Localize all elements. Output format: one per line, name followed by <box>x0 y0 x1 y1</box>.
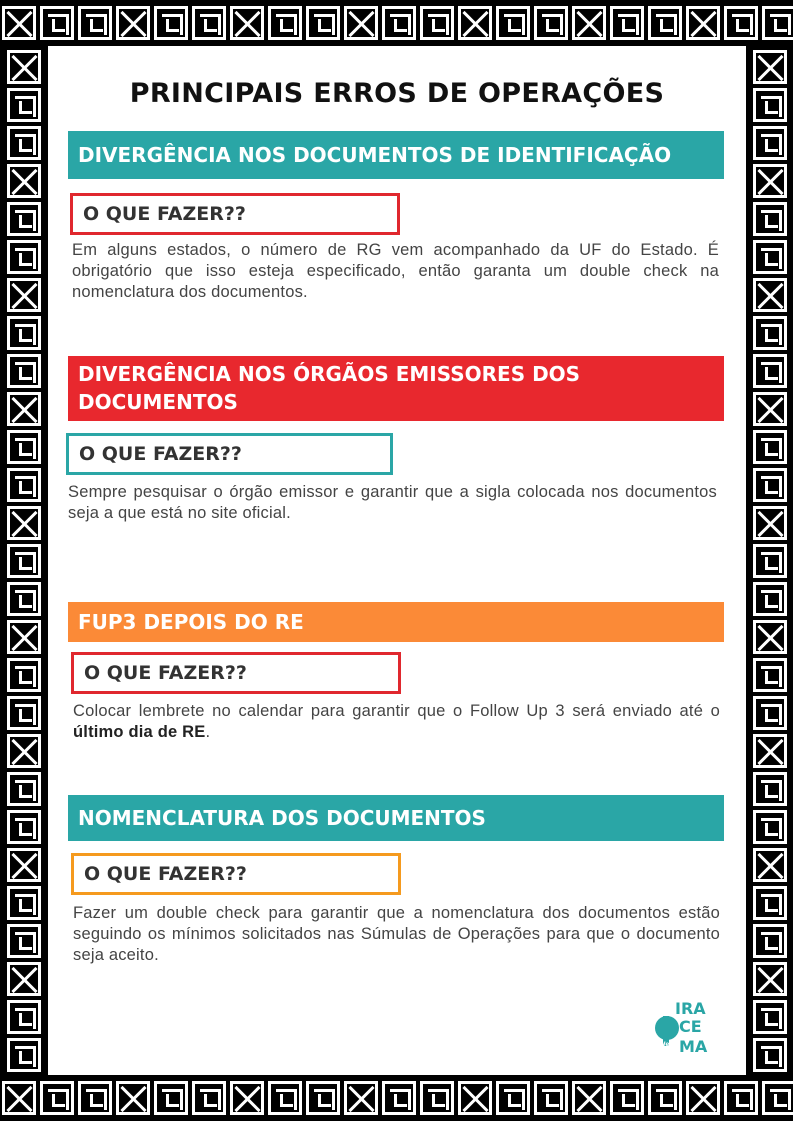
border-key-tile <box>7 316 41 350</box>
border-key-tile <box>7 810 41 844</box>
border-key-tile <box>753 1000 787 1034</box>
border-key-tile <box>306 1081 340 1115</box>
border-key-tile <box>648 1081 682 1115</box>
border-key-tile <box>762 6 793 40</box>
border-cross-tile <box>753 278 787 312</box>
border-cross-tile <box>458 6 492 40</box>
border-cross-tile <box>7 278 41 312</box>
border-cross-tile <box>753 734 787 768</box>
border-key-tile <box>78 1081 112 1115</box>
border-key-tile <box>753 772 787 806</box>
border-key-tile <box>192 1081 226 1115</box>
border-key-tile <box>753 544 787 578</box>
document-page <box>48 46 746 1075</box>
bottom-border-pattern <box>0 1075 793 1121</box>
border-key-tile <box>753 582 787 616</box>
border-key-tile <box>154 6 188 40</box>
border-cross-tile <box>230 6 264 40</box>
page-title: PRINCIPAIS ERROS DE OPERAÇÕES <box>129 78 665 109</box>
border-cross-tile <box>572 1081 606 1115</box>
border-key-tile <box>753 126 787 160</box>
border-key-tile <box>382 1081 416 1115</box>
iracema-logo-graphic <box>653 996 713 1056</box>
border-key-tile <box>753 202 787 236</box>
border-cross-tile <box>753 620 787 654</box>
svg-text:MA: MA <box>679 1037 708 1056</box>
svg-text:IRA: IRA <box>675 999 706 1018</box>
border-key-tile <box>496 1081 530 1115</box>
border-cross-tile <box>753 50 787 84</box>
section-3-body-bold: último dia de RE <box>73 723 206 741</box>
section-4-body: Fazer um double check para garantir que a nomenclatura dos documentos estão seguindo os mínimos solicitados nas Súmulas de Operações para que o documento seja aceito. <box>73 904 720 964</box>
border-cross-tile <box>116 6 150 40</box>
border-key-tile <box>753 240 787 274</box>
section-3-body <box>73 701 720 743</box>
border-key-tile <box>610 1081 644 1115</box>
border-key-tile <box>762 1081 793 1115</box>
border-key-tile <box>7 544 41 578</box>
right-border-pattern <box>746 46 793 1075</box>
border-cross-tile <box>753 848 787 882</box>
border-key-tile <box>7 430 41 464</box>
border-cross-tile <box>7 164 41 198</box>
border-key-tile <box>382 6 416 40</box>
section-3-body-end: . <box>205 723 211 741</box>
border-key-tile <box>534 6 568 40</box>
border-cross-tile <box>7 506 41 540</box>
border-key-tile <box>7 354 41 388</box>
border-key-tile <box>648 6 682 40</box>
border-key-tile <box>753 696 787 730</box>
border-key-tile <box>40 6 74 40</box>
border-cross-tile <box>753 962 787 996</box>
border-key-tile <box>7 696 41 730</box>
border-key-tile <box>7 240 41 274</box>
border-key-tile <box>724 6 758 40</box>
border-key-tile <box>7 582 41 616</box>
section-2-heading-line2: DOCUMENTOS <box>78 390 238 414</box>
border-key-tile <box>534 1081 568 1115</box>
border-cross-tile <box>572 6 606 40</box>
border-key-tile <box>7 1000 41 1034</box>
section-2-heading-line1: DIVERGÊNCIA NOS ÓRGÃOS EMISSORES DOS <box>78 362 581 386</box>
border-key-tile <box>610 6 644 40</box>
border-cross-tile <box>686 1081 720 1115</box>
border-cross-tile <box>116 1081 150 1115</box>
border-cross-tile <box>753 164 787 198</box>
section-1-body: Em alguns estados, o número de RG vem acompanhado da UF do Estado. É obrigatório que isso esteja especificado, então garanta um double check na nomenclatura dos documentos. <box>72 241 719 301</box>
border-key-tile <box>753 886 787 920</box>
border-key-tile <box>753 658 787 692</box>
border-cross-tile <box>344 6 378 40</box>
border-cross-tile <box>753 392 787 426</box>
border-cross-tile <box>7 392 41 426</box>
border-key-tile <box>268 1081 302 1115</box>
border-key-tile <box>306 6 340 40</box>
border-key-tile <box>724 1081 758 1115</box>
border-key-tile <box>7 924 41 958</box>
border-key-tile <box>7 468 41 502</box>
border-key-tile <box>7 772 41 806</box>
border-cross-tile <box>7 734 41 768</box>
border-key-tile <box>154 1081 188 1115</box>
border-key-tile <box>753 924 787 958</box>
iracema-logo <box>653 996 713 1056</box>
border-cross-tile <box>458 1081 492 1115</box>
border-key-tile <box>420 1081 454 1115</box>
border-key-tile <box>78 6 112 40</box>
section-2-what-to-do-box: O QUE FAZER?? <box>66 433 393 475</box>
border-key-tile <box>7 88 41 122</box>
border-key-tile <box>7 886 41 920</box>
section-2-body: Sempre pesquisar o órgão emissor e garantir que a sigla colocada nos documentos seja a que está no site oficial. <box>68 483 717 522</box>
border-cross-tile <box>7 50 41 84</box>
border-cross-tile <box>7 962 41 996</box>
border-key-tile <box>753 316 787 350</box>
border-key-tile <box>268 6 302 40</box>
border-key-tile <box>7 658 41 692</box>
border-cross-tile <box>230 1081 264 1115</box>
border-key-tile <box>192 6 226 40</box>
border-key-tile <box>7 202 41 236</box>
border-cross-tile <box>753 506 787 540</box>
section-3-body-text: Colocar lembrete no calendar para garantir que o Follow Up 3 será enviado até o <box>73 702 720 720</box>
section-3-what-to-do-box: O QUE FAZER?? <box>71 652 401 694</box>
svg-text:CE: CE <box>679 1017 702 1036</box>
border-key-tile <box>753 468 787 502</box>
border-key-tile <box>7 126 41 160</box>
border-key-tile <box>753 810 787 844</box>
section-4-heading: NOMENCLATURA DOS DOCUMENTOS <box>68 795 724 841</box>
border-cross-tile <box>2 6 36 40</box>
border-key-tile <box>753 88 787 122</box>
top-border-pattern <box>0 0 793 46</box>
border-key-tile <box>496 6 530 40</box>
border-key-tile <box>7 1038 41 1072</box>
section-4-what-to-do-box: O QUE FAZER?? <box>71 853 401 895</box>
border-key-tile <box>420 6 454 40</box>
svg-text:Web: Web <box>659 1041 674 1048</box>
border-key-tile <box>40 1081 74 1115</box>
border-key-tile <box>753 354 787 388</box>
border-cross-tile <box>7 848 41 882</box>
left-border-pattern <box>0 46 48 1075</box>
section-3-heading: FUP3 DEPOIS DO RE <box>68 602 724 642</box>
border-cross-tile <box>7 620 41 654</box>
section-1-what-to-do-box: O QUE FAZER?? <box>70 193 400 235</box>
border-key-tile <box>753 430 787 464</box>
border-key-tile <box>753 1038 787 1072</box>
border-cross-tile <box>2 1081 36 1115</box>
border-cross-tile <box>344 1081 378 1115</box>
section-1-heading: DIVERGÊNCIA NOS DOCUMENTOS DE IDENTIFICAÇÃO <box>68 131 724 179</box>
border-cross-tile <box>686 6 720 40</box>
section-2-heading <box>68 356 724 421</box>
